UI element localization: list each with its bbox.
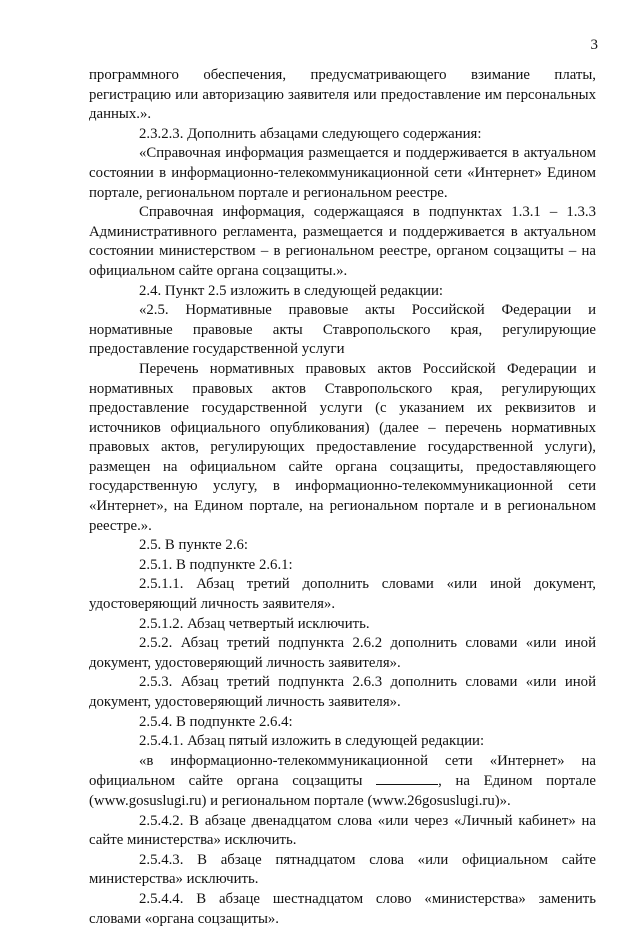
paragraph: 2.3.2.3. Дополнить абзацами следующего содержания: xyxy=(139,125,482,142)
paragraph: программного обеспечения, предусматривающего взимание платы, регистрацию или авторизацию заявителя или предоставление им персональных данных.». xyxy=(89,67,596,123)
paragraph: «2.5. Нормативные правовые акты Российской Федерации и нормативные правовые акты Ставропольского края, регулирующие предоставление государственной услуги xyxy=(89,302,596,358)
paragraph: 2.5.4. В подпункте 2.6.4: xyxy=(139,713,293,730)
blank-paragraph-before: «в информационно-телекоммуникационной сети «Интернет» на официальном сайте органа соцзащиты xyxy=(89,752,596,790)
document-body xyxy=(89,66,596,929)
paragraph: 2.5.1.2. Абзац четвертый исключить. xyxy=(139,615,370,632)
blank-fill-line xyxy=(376,771,438,785)
paragraph: 2.5.4.4. В абзаце шестнадцатом слово «министерства» заменить словами «органа соцзащиты». xyxy=(89,890,596,927)
paragraph: 2.5.3. Абзац третий подпункта 2.6.3 дополнить словами «или иной документ, удостоверяющий личность заявителя». xyxy=(89,674,596,710)
paragraph-with-blank xyxy=(89,752,596,812)
paragraph: 2.5.1.1. Абзац третий дополнить словами «или иной документ, удостоверяющий личность заявителя». xyxy=(89,576,596,613)
blank-paragraph-after: , на Едином портале (www.gosuslugi.ru) и региональном портале (www.26gosuslugi.ru)». xyxy=(89,773,596,809)
paragraph: 2.5.4.2. В абзаце двенадцатом слова «или через «Личный кабинет» на сайте министерства» исключить. xyxy=(89,812,596,849)
paragraph: 2.4. Пункт 2.5 изложить в следующей редакции: xyxy=(139,282,443,299)
paragraph: «Справочная информация размещается и поддерживается в актуальном состоянии в информационно-телекоммуникационной сети «Интернет» Едином портале, региональном портале и региональном реестре. xyxy=(89,145,596,201)
paragraph: 2.5.4.3. В абзаце пятнадцатом слова «или официальном сайте министерства» исключить. xyxy=(89,851,596,888)
paragraph: 2.5.4.1. Абзац пятый изложить в следующей редакции: xyxy=(139,733,485,750)
paragraph: Справочная информация, содержащаяся в подпунктах 1.3.1 – 1.3.3 Административного регламента, размещается и поддерживается в актуальном состоянии министерством – в региональном реестре, органом соцзащиты – на официальном сайте органа соцзащиты.». xyxy=(89,204,596,279)
paragraph: 2.5.1. В подпункте 2.6.1: xyxy=(139,556,293,573)
page-number: 3 xyxy=(590,37,598,53)
paragraph: 2.5.2. Абзац третий подпункта 2.6.2 дополнить словами «или иной документ, удостоверяющий личность заявителя». xyxy=(89,635,596,671)
paragraph: 2.5. В пункте 2.6: xyxy=(139,537,249,554)
paragraph: Перечень нормативных правовых актов Российской Федерации и нормативных правовых актов Ставропольского края, регулирующих предоставление государственной услуги (с указанием их реквизитов и источников официального опубликования) (далее – перечень нормативных правовых актов, регулирующих предоставление государственной услуги), размещен на официальном сайте органа соцзащиты, предоставляющего государственную услугу, в информационно-телекоммуникационной сети «Интернет», на Едином портале, на региональном портале и в региональном реестре.». xyxy=(89,360,596,534)
